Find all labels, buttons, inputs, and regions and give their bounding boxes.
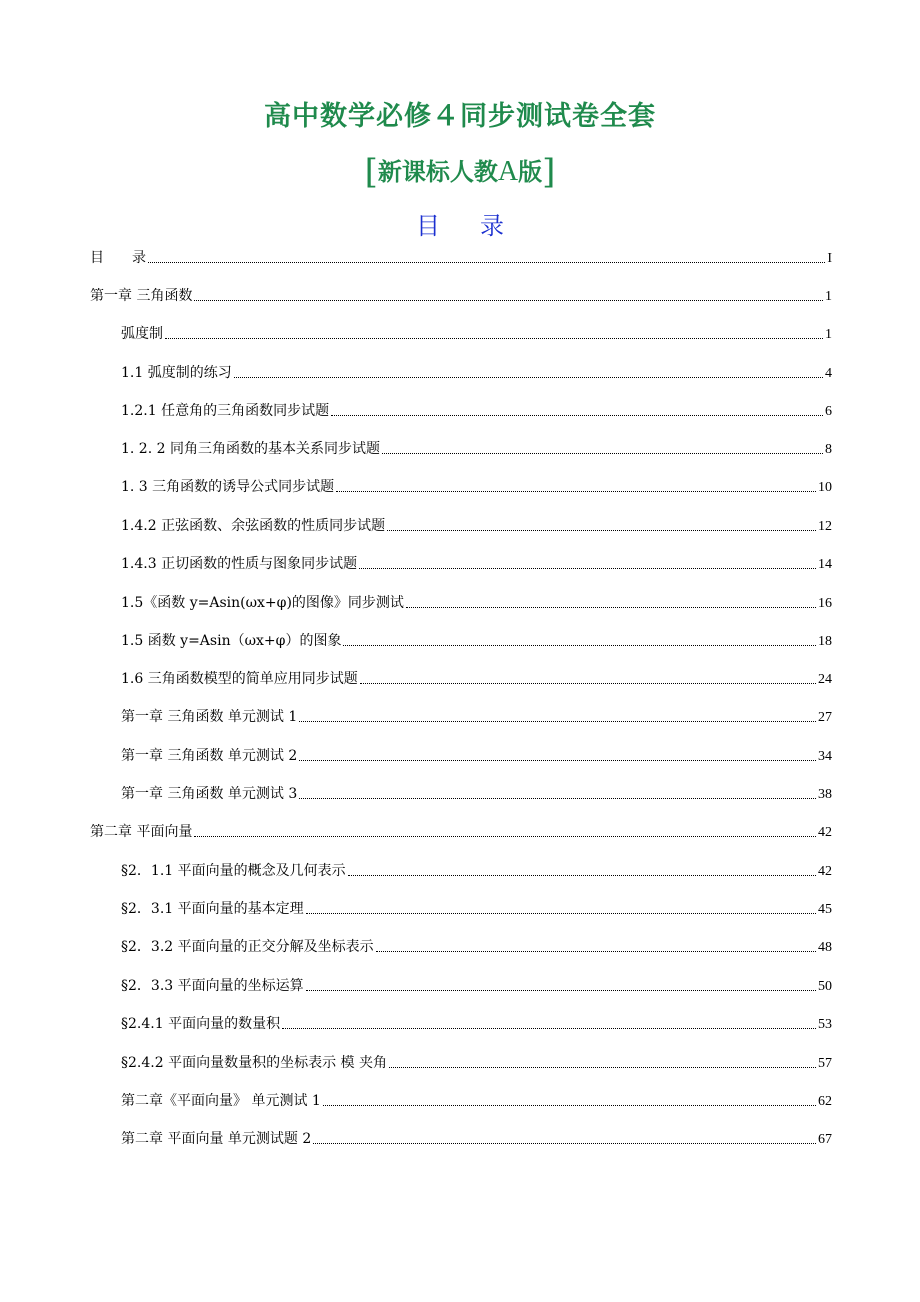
dot-leader	[331, 405, 823, 416]
close-bracket: ]	[542, 152, 556, 192]
toc-entry-page: 34	[818, 749, 832, 764]
toc-entry-title: 1.4.3 正切函数的性质与图象同步试题	[121, 556, 358, 572]
toc-entry-page: 6	[825, 404, 832, 419]
toc-entry-page: 10	[818, 480, 832, 495]
toc-entry-page: 1	[825, 327, 832, 342]
dot-leader	[194, 826, 816, 837]
dot-leader	[389, 1057, 816, 1068]
dot-leader	[313, 1133, 816, 1144]
toc-entry-title: 第一章 三角函数 单元测试 1	[121, 709, 298, 725]
dot-leader	[299, 711, 816, 722]
toc-entry[interactable]	[121, 1128, 832, 1150]
toc-entry-page: 38	[818, 787, 832, 802]
toc-entry-page: 53	[818, 1017, 832, 1032]
dot-leader	[359, 558, 816, 569]
toc-entry-title: §2．1.1 平面向量的概念及几何表示	[121, 863, 346, 879]
toc-entry-page: 24	[818, 672, 832, 687]
toc-entry-page: 1	[825, 289, 832, 304]
toc-entry-title: 弧度制	[121, 326, 163, 342]
toc-entry-page: 18	[818, 634, 832, 649]
toc-entry-page: 27	[818, 710, 832, 725]
dot-leader	[376, 941, 816, 952]
toc-entry[interactable]	[121, 476, 832, 498]
dot-leader	[343, 635, 816, 646]
dot-leader	[323, 1095, 816, 1106]
toc-entry[interactable]	[121, 553, 832, 575]
toc-entry-title: 第一章 三角函数	[90, 288, 193, 304]
toc-entry-page: 42	[818, 825, 832, 840]
toc-entry-title: 第二章 平面向量 单元测试题 2	[121, 1131, 312, 1147]
toc-entry-title: §2．3.2 平面向量的正交分解及坐标表示	[121, 939, 374, 955]
toc-entry-title: 1.5 函数 y=Asin（ωx+φ）的图象	[121, 633, 342, 649]
subtitle-suffix: 版	[518, 157, 543, 186]
toc-entry-page: 57	[818, 1056, 832, 1071]
toc-entry[interactable]	[90, 285, 832, 307]
dot-leader	[382, 443, 823, 454]
subtitle-letter: A	[497, 156, 519, 187]
toc-entry[interactable]	[121, 630, 832, 652]
toc-entry-page: 12	[818, 519, 832, 534]
toc-entry-page: 48	[818, 940, 832, 955]
toc-entry-title: §2.4.1 平面向量的数量积	[121, 1016, 281, 1032]
toc-entry-title: 目 录	[90, 250, 146, 266]
toc-entry[interactable]	[121, 668, 832, 690]
toc-entry-title: §2．3.1 平面向量的基本定理	[121, 901, 304, 917]
toc-entry[interactable]	[121, 592, 832, 614]
dot-leader	[299, 788, 816, 799]
toc-entry-title: §2．3.3 平面向量的坐标运算	[121, 978, 304, 994]
toc-entry[interactable]	[121, 362, 832, 384]
toc-entry[interactable]	[121, 745, 832, 767]
toc-entry[interactable]	[121, 438, 832, 460]
dot-leader	[234, 367, 823, 378]
toc-entry-title: 1.5《函数 y=Asin(ωx+φ)的图像》同步测试	[121, 595, 404, 611]
toc-entry-title: 第一章 三角函数 单元测试 3	[121, 786, 298, 802]
toc-entry[interactable]	[121, 1090, 832, 1112]
toc-entry[interactable]	[121, 783, 832, 805]
dot-leader	[165, 328, 823, 339]
toc-entry[interactable]	[121, 898, 832, 920]
toc-entry-page: 14	[818, 557, 832, 572]
toc-entry-title: §2.4.2 平面向量数量积的坐标表示 模 夹角	[121, 1055, 387, 1071]
toc-entry-page: 45	[818, 902, 832, 917]
toc-entry-title: 1. 2. 2 同角三角函数的基本关系同步试题	[121, 441, 380, 457]
dot-leader	[194, 290, 823, 301]
dot-leader	[299, 750, 816, 761]
toc-entry-page: 4	[825, 366, 832, 381]
toc-entry-page: 62	[818, 1094, 832, 1109]
toc-entry[interactable]	[121, 975, 832, 997]
toc-entry[interactable]	[121, 936, 832, 958]
toc-entry[interactable]	[121, 706, 832, 728]
dot-leader	[387, 520, 816, 531]
subtitle-text: 新课标人教	[377, 157, 498, 186]
toc-entry-page: 67	[818, 1132, 832, 1147]
dot-leader	[348, 865, 816, 876]
toc-entry[interactable]	[121, 1052, 832, 1074]
toc-heading-right: 录	[480, 212, 504, 240]
dot-leader	[360, 673, 816, 684]
dot-leader	[406, 597, 816, 608]
dot-leader	[306, 980, 816, 991]
toc-entry[interactable]	[90, 821, 832, 843]
toc-entry-page: 8	[825, 442, 832, 457]
toc-entry-title: 第二章 平面向量	[90, 824, 193, 840]
toc-heading-left: 目	[416, 212, 440, 240]
open-bracket: [	[364, 152, 378, 192]
toc-entry-title: 1.6 三角函数模型的简单应用同步试题	[121, 671, 358, 687]
toc-entry[interactable]	[121, 515, 832, 537]
dot-leader	[306, 903, 816, 914]
dot-leader	[336, 481, 816, 492]
toc-entry-title: 1.1 弧度制的练习	[121, 365, 232, 381]
toc-entry-page: I	[827, 251, 832, 266]
document-title: 高中数学必修４同步测试卷全套	[264, 101, 656, 132]
dot-leader	[282, 1018, 816, 1029]
toc-entry-title: 1.2.1 任意角的三角函数同步试题	[121, 403, 330, 419]
toc-entry-title: 第二章《平面向量》 单元测试 1	[121, 1093, 321, 1109]
toc-entry[interactable]	[121, 860, 832, 882]
toc-entry-page: 16	[818, 596, 832, 611]
toc-entry-page: 50	[818, 979, 832, 994]
toc-entry-title: 1.4.2 正弦函数、余弦函数的性质同步试题	[121, 518, 386, 534]
toc-entry[interactable]	[121, 400, 832, 422]
dot-leader	[148, 252, 825, 263]
toc-entry-page: 42	[818, 864, 832, 879]
toc-entry[interactable]	[121, 1013, 832, 1035]
toc-entry[interactable]	[121, 323, 832, 345]
toc-entry-title: 第一章 三角函数 单元测试 2	[121, 748, 298, 764]
toc-entry[interactable]	[90, 247, 832, 269]
toc-entry-title: 1. 3 三角函数的诱导公式同步试题	[121, 479, 335, 495]
